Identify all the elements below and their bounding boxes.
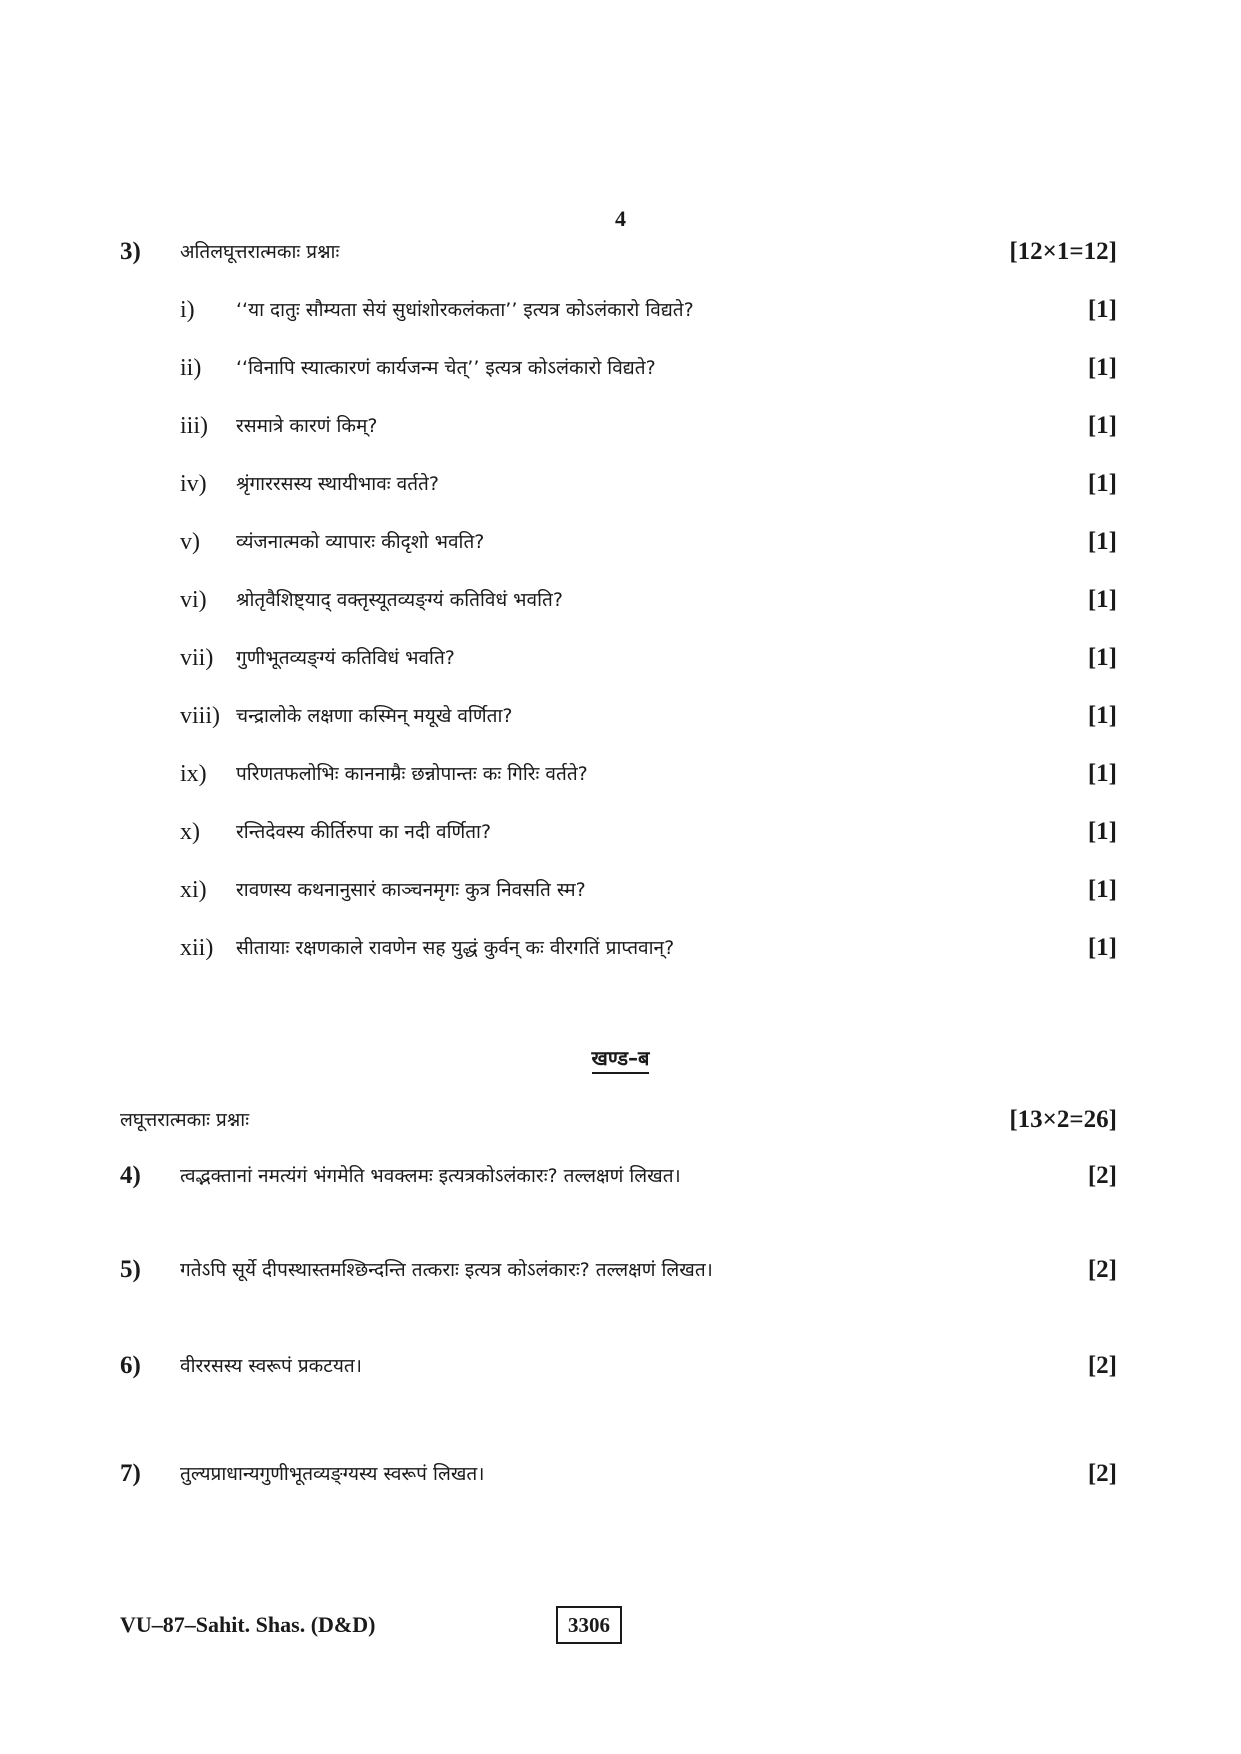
question-text: तुल्यप्राधान्यगुणीभूतव्यङ्ग्यस्य स्वरूपं लिखत।: [180, 1463, 485, 1485]
sub-question-row: [0, 812, 1241, 852]
sub-question-text: रसमात्रे कारणं किम्?: [236, 415, 378, 437]
question-number: 3): [120, 238, 141, 265]
question-row: [0, 1346, 1241, 1386]
question-marks: [2]: [1087, 1460, 1117, 1487]
sub-question-row: [0, 464, 1241, 504]
question-row: [0, 1156, 1241, 1196]
sub-question-marks: [1]: [1087, 818, 1117, 845]
sub-question-text: रन्तिदेवस्य कीर्तिरुपा का नदी वर्णिता?: [236, 821, 492, 843]
sub-question-text: ‘‘या दातुः सौम्यता सेयं सुधांशोरकलंकता’’ इत्यत्र कोऽलंकारो विद्यते?: [236, 299, 694, 321]
sub-question-number: i): [180, 297, 195, 323]
sub-question-text: रावणस्य कथनानुसारं काञ्चनमृगः कुत्र निवसति स्म?: [236, 879, 586, 901]
question-heading: अतिलघूत्तरात्मकाः प्रश्नाः: [180, 241, 340, 263]
sub-question-marks: [1]: [1087, 760, 1117, 787]
question-row: [0, 1454, 1241, 1494]
sub-question-number: xi): [180, 877, 207, 903]
sub-question-row: [0, 870, 1241, 910]
sub-question-row: [0, 696, 1241, 736]
question-text: गतेऽपि सूर्ये दीपस्थास्तमश्छिन्दन्ति तत्कराः इत्यत्र कोऽलंकारः? तल्लक्षणं लिखत।: [180, 1259, 713, 1281]
paper-code: VU–87–Sahit. Shas. (D&D): [120, 1612, 376, 1637]
sub-question-marks: [1]: [1087, 934, 1117, 961]
sub-question-marks: [1]: [1087, 296, 1117, 323]
section-heading: लघूत्तरात्मकाः प्रश्नाः: [120, 1109, 250, 1131]
sub-question-text: श्रोतृवैशिष्ट्याद् वक्तृस्यूतव्यङ्ग्यं कतिविधं भवति?: [236, 589, 563, 611]
question-row: [0, 1250, 1241, 1290]
question-marks: [2]: [1087, 1352, 1117, 1379]
sub-question-text: गुणीभूतव्यङ्ग्यं कतिविधं भवति?: [236, 647, 455, 669]
sub-question-marks: [1]: [1087, 354, 1117, 381]
sub-question-row: [0, 290, 1241, 330]
sub-question-number: iii): [180, 413, 208, 439]
sub-question-row: [0, 580, 1241, 620]
sub-question-marks: [1]: [1087, 586, 1117, 613]
sub-question-number: vii): [180, 645, 214, 671]
sub-question-marks: [1]: [1087, 644, 1117, 671]
sub-question-number: v): [180, 529, 200, 555]
sub-question-row: [0, 348, 1241, 388]
question-number: 6): [120, 1352, 141, 1379]
sub-question-row: [0, 754, 1241, 794]
sub-question-marks: [1]: [1087, 470, 1117, 497]
section-title-text: खण्ड–ब: [592, 1046, 650, 1074]
question-text: त्वद्भक्तानां नमत्यंगं भंगमेति भवक्लमः इत्यत्रकोऽलंकारः? तल्लक्षणं लिखत।: [180, 1165, 681, 1187]
sub-question-number: ii): [180, 355, 202, 381]
sub-question-number: ix): [180, 761, 207, 787]
sub-question-text: व्यंजनात्मको व्यापारः कीदृशो भवति?: [236, 531, 485, 553]
sub-question-text: श्रृंगाररसस्य स्थायीभावः वर्तते?: [236, 473, 439, 495]
sub-question-marks: [1]: [1087, 876, 1117, 903]
question-number: 7): [120, 1460, 141, 1487]
section-title: [0, 1044, 1241, 1071]
question-number: 5): [120, 1256, 141, 1283]
paper-number-box: 3306: [556, 1606, 622, 1644]
sub-question-row: [0, 928, 1241, 968]
sub-question-number: xii): [180, 935, 214, 961]
sub-question-number: iv): [180, 471, 207, 497]
question-marks: [2]: [1087, 1256, 1117, 1283]
page-number: 4: [615, 206, 626, 231]
question-marks: [2]: [1087, 1162, 1117, 1189]
sub-question-number: viii): [180, 703, 220, 729]
sub-question-number: vi): [180, 587, 207, 613]
sub-question-text: ‘‘विनापि स्यात्कारणं कार्यजन्म चेत्’’ इत्यत्र कोऽलंकारो विद्यते?: [236, 357, 656, 379]
sub-question-row: [0, 406, 1241, 446]
sub-question-marks: [1]: [1087, 412, 1117, 439]
sub-question-marks: [1]: [1087, 528, 1117, 555]
sub-question-text: सीतायाः रक्षणकाले रावणेन सह युद्धं कुर्वन् कः वीरगतिं प्राप्तवान्?: [236, 937, 675, 959]
question-3-heading-row: [0, 232, 1241, 272]
section-total-marks: [13×2=26]: [1009, 1106, 1117, 1133]
question-text: वीररसस्य स्वरूपं प्रकटयत।: [180, 1355, 362, 1377]
sub-question-marks: [1]: [1087, 702, 1117, 729]
sub-question-row: [0, 638, 1241, 678]
question-number: 4): [120, 1162, 141, 1189]
sub-question-number: x): [180, 819, 200, 845]
section-b-heading-row: [0, 1100, 1241, 1140]
total-marks: [12×1=12]: [1009, 238, 1117, 265]
sub-question-text: परिणतफलोभिः काननाम्रैः छन्नोपान्तः कः गिरिः वर्तते?: [236, 763, 588, 785]
sub-question-row: [0, 522, 1241, 562]
sub-question-text: चन्द्रालोके लक्षणा कस्मिन् मयूखे वर्णिता?: [236, 705, 513, 727]
